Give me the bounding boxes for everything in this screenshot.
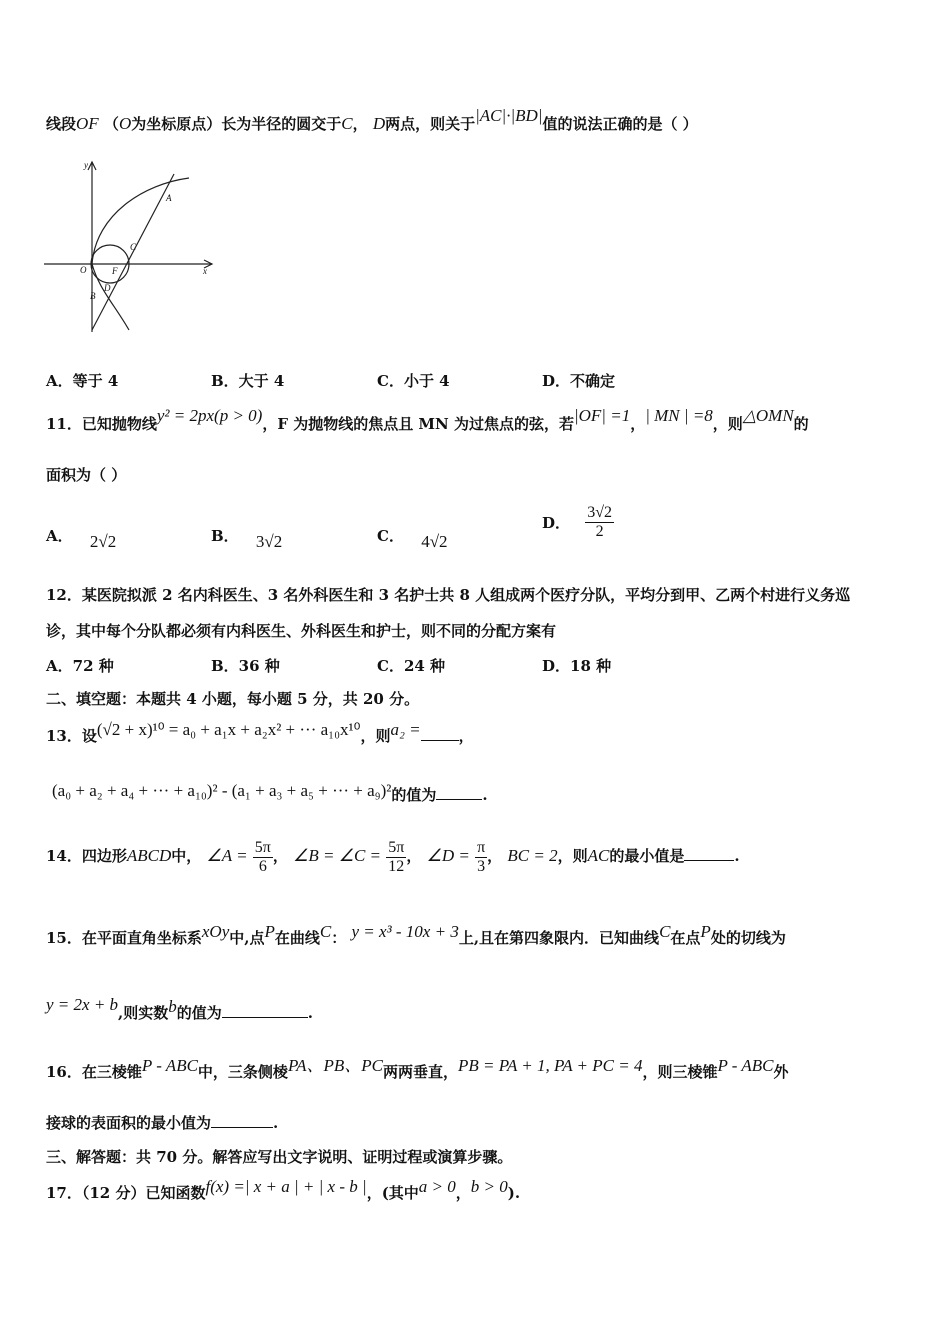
q12-stem: 12．某医院拟派 2 名内科医生、3 名外科医生和 3 名护士共 8 人组成两个医疗分队，平均分到甲、乙两个村进行义务巡 — [46, 586, 851, 604]
focus-label: F — [112, 266, 118, 276]
q10-option-c[interactable]: C．小于 4 — [377, 372, 450, 390]
origin-label: O — [80, 265, 87, 275]
q15-stem: 15．在平面直角坐标系xOy中,点P在曲线C： y = x³ - 10x + 3上,且在第四象限内．已知曲线C在点P处的切线为 — [46, 922, 786, 947]
section-fill-in-heading: 二、填空题：本题共 4 小题，每小题 5 分，共 20 分。 — [46, 690, 420, 708]
q11-stem-line2: 面积为（ ） — [46, 466, 127, 484]
answer-blank[interactable] — [684, 860, 734, 861]
q15-stem-line2: y = 2x + b,则实数b的值为 . — [46, 995, 314, 1022]
parabola-circle-figure — [44, 154, 219, 334]
q10-stem: 线段OF （O为坐标原点）长为半径的圆交于C， D两点，则关于|AC|·|BD|值的说法正确的是（ ） — [46, 106, 698, 133]
q14-stem: 14．四边形ABCD中， ∠A = $\frac{5\pi}{6}$ ， ∠B = ∠C = $\frac{5\pi}{12}$ ， ∠D = $\frac{\pi}{3}$ ， BC = 2，则AC的最小值是 . — [46, 838, 740, 875]
fraction: $\frac{\pi}{3}$ — [477, 838, 486, 875]
fraction: $\frac{3√2}{2}$ — [587, 504, 613, 540]
q17-stem: 17．（12 分）已知函数f(x) =| x + a | + | x - b |，(其中a > 0，b > 0). — [46, 1177, 521, 1202]
point-c-label: C — [130, 242, 137, 252]
q16-stem: 16．在三棱锥P - ABC中，三条侧棱PA、PB、PC两两垂直，PB = PA + 1, PA + PC = 4，则三棱锥P - ABC外 — [46, 1056, 789, 1081]
q11-option-c[interactable]: C． 4√2 — [377, 527, 448, 551]
point-a-label: A — [166, 193, 172, 203]
y-axis-label: y — [84, 160, 88, 170]
q12-option-d[interactable]: D．18 种 — [542, 657, 612, 675]
x-axis-label: x — [203, 266, 207, 276]
answer-blank[interactable] — [211, 1127, 273, 1128]
fraction: $\frac{5\pi}{6}$ — [254, 838, 271, 875]
q10-option-b[interactable]: B．大于 4 — [211, 372, 285, 390]
answer-blank[interactable] — [421, 740, 459, 741]
answer-blank[interactable] — [436, 799, 482, 800]
q16-stem-line2: 接球的表面积的最小值为 . — [46, 1114, 279, 1132]
q12-stem-line2: 诊，其中每个分队都必须有内科医生、外科医生和护士，则不同的分配方案有 — [46, 622, 557, 640]
q10-option-a[interactable]: A．等于 4 — [46, 372, 119, 390]
q11-option-b[interactable]: B． 3√2 — [211, 527, 283, 551]
section-solution-heading: 三、解答题：共 70 分。解答应写出文字说明、证明过程或演算步骤。 — [46, 1148, 513, 1166]
q13-stem: 13．设(√2 + x)¹⁰ = a₀ + a₁x + a₂x² + ··· a₁₀x¹⁰，则a₂ = ， — [46, 720, 474, 745]
q12-option-c[interactable]: C．24 种 — [377, 657, 446, 675]
q11-option-d[interactable]: D． $\frac{3√2}{2}$ — [542, 504, 613, 540]
point-d-label: D — [104, 283, 111, 293]
q13-stem-line2: (a₀ + a₂ + a₄ + ··· + a₁₀)² - (a₁ + a₃ + a₅ + ··· + a₉)²的值为 . — [52, 781, 488, 804]
q12-option-a[interactable]: A．72 种 — [46, 657, 114, 675]
q10-option-d[interactable]: D．不确定 — [542, 372, 616, 390]
point-b-label: B — [90, 291, 96, 301]
q12-option-b[interactable]: B．36 种 — [211, 657, 280, 675]
q11-stem: 11．已知抛物线y² = 2px(p > 0)，F 为抛物线的焦点且 MN 为过焦点的弦，若|OF| =1，| MN | =8，则△OMN的 — [46, 406, 809, 433]
q11-option-a[interactable]: A． 2√2 — [46, 527, 117, 551]
answer-blank[interactable] — [222, 1017, 308, 1018]
fraction: $\frac{5\pi}{12}$ — [388, 838, 405, 875]
